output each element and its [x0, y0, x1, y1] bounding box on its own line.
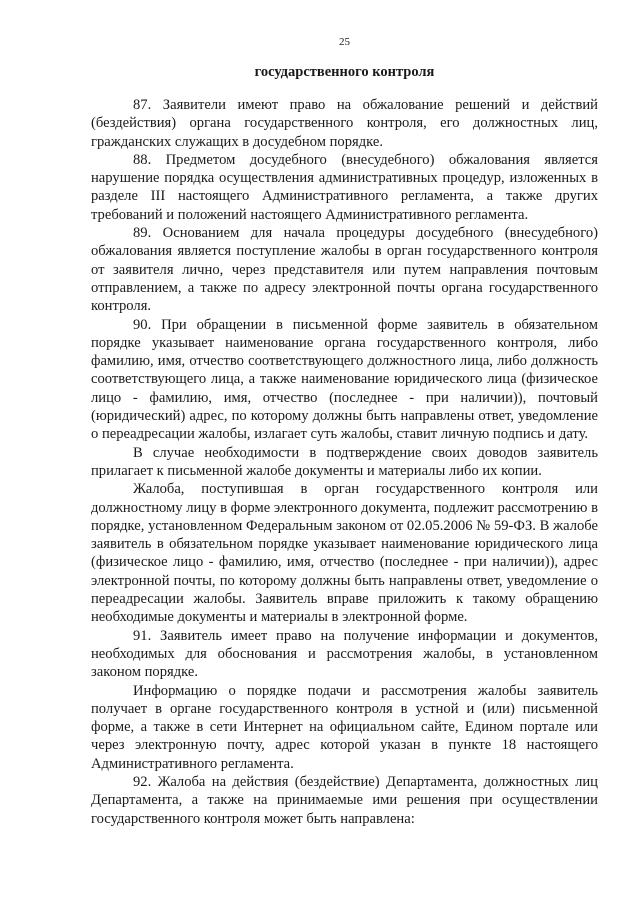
paragraph-91: 91. Заявитель имеет право на получение информации и документов, необходимых для обоснования и рассмотрения жалобы, в установленном законом порядке. [91, 627, 598, 681]
paragraph-90-evidence: В случае необходимости в подтверждение своих доводов заявитель прилагает к письменной жалобе документы и материалы либо их копии. [91, 444, 598, 479]
document-page [91, 34, 598, 828]
paragraph-88: 88. Предметом досудебного (внесудебного) обжалования является нарушение порядка осуществления административных процедур, изложенных в разделе III настоящего Административного регламента, а также других требований и положений настоящего Административного регламента. [91, 151, 598, 223]
paragraph-87: 87. Заявители имеют право на обжалование решений и действий (бездействия) органа государственного контроля, его должностных лиц, гражданских служащих в досудебном порядке. [91, 97, 598, 150]
paragraph-91-information: Информацию о порядке подачи и рассмотрения жалобы заявитель получает в органе государственного контроля в устной и (или) письменной форме, а также в сети Интернет на официальном сайте, Едином портале или через электронную почту, адрес которой указан в пункте 18 настоящего Административного регламента. [91, 682, 598, 772]
paragraph-90: 90. При обращении в письменной форме заявитель в обязательном порядке указывает наименование органа государственного контроля, либо фамилию, имя, отчество соответствующего должностного лица, либо должность соответствующего лица, а также наименование юридического лица (физическое лицо - фамилию, имя, отчество (последнее - при наличии)), почтовый (юридический) адрес, по которому должны быть направлены ответ, уведомление о переадресации жалобы, излагает суть жалобы, ставит личную подпись и дату. [91, 316, 598, 443]
page-number: 25 [339, 36, 350, 48]
paragraph-89: 89. Основанием для начала процедуры досудебного (внесудебного) обжалования является поступление жалобы в орган государственного контроля от заявителя лично, через представителя или путем направления почтовым отправлением, а также по адресу электронной почты органа государственного контроля. [91, 225, 598, 315]
paragraph-92: 92. Жалоба на действия (бездействие) Департамента, должностных лиц Департамента, а также на принимаемые ими решения при осуществлении государственного контроля может быть направлена: [91, 773, 598, 827]
paragraph-90-electronic-complaint: Жалоба, поступившая в орган государственного контроля или должностному лицу в форме электронного документа, подлежит рассмотрению в порядке, установленном Федеральным законом от 02.05.2006 № 59-ФЗ. В жалобе заявитель в обязательном порядке указывает наименование юридического лица (физическое лицо - фамилию, имя, отчество (последнее - при наличии)), адрес электронной почты, по которому должны быть направлены ответ, уведомление о переадресации жалобы. Заявитель вправе приложить к такому обращению необходимые документы и материалы в электронной форме. [91, 481, 598, 626]
section-title: государственного контроля [254, 64, 435, 80]
